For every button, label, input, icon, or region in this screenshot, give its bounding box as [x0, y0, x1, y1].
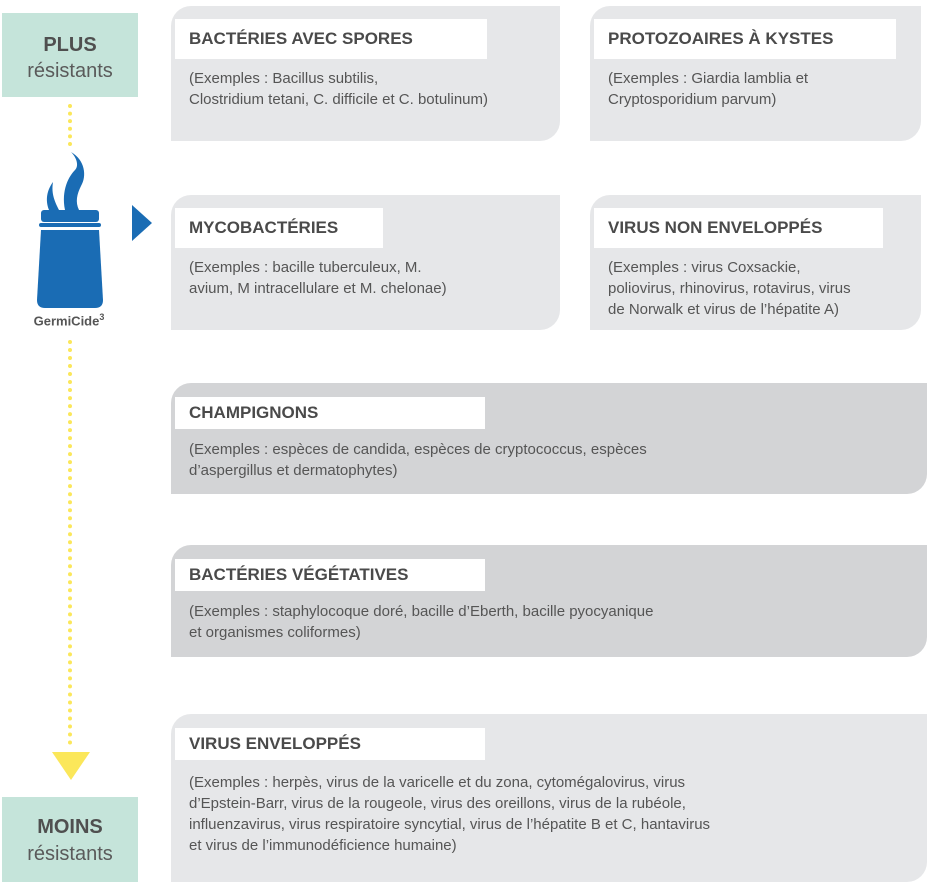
card-title: PROTOZOAIRES À KYSTES: [594, 19, 896, 59]
less-resistant-box: [2, 797, 138, 882]
card-fungi: [171, 383, 927, 494]
card-title: CHAMPIGNONS: [175, 397, 485, 429]
less-resistant-light: résistants: [27, 843, 113, 865]
card-non-enveloped-virus: [590, 195, 921, 330]
card-mycobacteria: [171, 195, 560, 330]
card-title: VIRUS NON ENVELOPPÉS: [594, 208, 883, 248]
card-vegetative-bacteria: [171, 545, 927, 657]
card-enveloped-virus: [171, 714, 927, 882]
product-superscript: 3: [99, 312, 105, 322]
card-title: BACTÉRIES AVEC SPORES: [175, 19, 487, 59]
dotted-line-top: [68, 104, 72, 146]
card-examples: [189, 601, 653, 643]
example-line: de Norwalk et virus de l’hépatite A): [608, 301, 839, 318]
example-line: poliovirus, rhinovirus, rotavirus, virus: [608, 280, 851, 297]
example-line: (Exemples : bacille tuberculeux, M.: [189, 259, 422, 276]
example-line: et virus de l’immunodéficience humaine): [189, 837, 457, 854]
example-line: et organismes coliformes): [189, 624, 361, 641]
wipe-canister-icon: [35, 150, 105, 310]
card-title: BACTÉRIES VÉGÉTATIVES: [175, 559, 485, 591]
less-resistant-strong: MOINS: [37, 816, 103, 838]
product-name: GermiCide: [33, 313, 100, 329]
card-examples: [189, 257, 447, 299]
card-examples: [608, 68, 808, 110]
example-line: (Exemples : herpès, virus de la varicelle et du zona, cytomégalovirus, virus: [189, 774, 686, 791]
example-line: (Exemples : Bacillus subtilis,: [189, 70, 379, 87]
card-examples: [608, 257, 851, 320]
more-resistant-light: résistants: [27, 60, 113, 82]
card-examples: [189, 68, 488, 110]
example-line: influenzavirus, virus respiratoire syncytial, virus de l’hépatite B et C, hantavirus: [189, 816, 711, 833]
card-title: VIRUS ENVELOPPÉS: [175, 728, 485, 760]
more-resistant-box: [2, 13, 138, 97]
example-line: Clostridium tetani, C. difficile et C. botulinum): [189, 91, 489, 108]
card-protozoa-cysts: [590, 6, 921, 141]
more-resistant-strong: PLUS: [43, 34, 97, 56]
product-label: [0, 312, 138, 328]
example-line: Cryptosporidium parvum): [608, 91, 777, 108]
dotted-line-bottom: [68, 340, 72, 745]
card-examples: [189, 439, 647, 481]
example-line: (Exemples : Giardia lamblia et: [608, 70, 809, 87]
example-line: d’Epstein-Barr, virus de la rougeole, virus des oreillons, virus de la rubéole,: [189, 795, 686, 812]
card-examples: [189, 772, 710, 856]
card-spore-bacteria: [171, 6, 560, 141]
pointer-triangle-icon: [132, 205, 152, 241]
card-title: MYCOBACTÉRIES: [175, 208, 383, 248]
arrow-down-icon: [52, 752, 90, 780]
example-line: (Exemples : espèces de candida, espèces de cryptococcus, espèces: [189, 441, 647, 458]
example-line: d’aspergillus et dermatophytes): [189, 462, 398, 479]
example-line: (Exemples : staphylocoque doré, bacille d’Eberth, bacille pyocyanique: [189, 603, 654, 620]
example-line: avium, M intracellulare et M. chelonae): [189, 280, 447, 297]
example-line: (Exemples : virus Coxsackie,: [608, 259, 801, 276]
